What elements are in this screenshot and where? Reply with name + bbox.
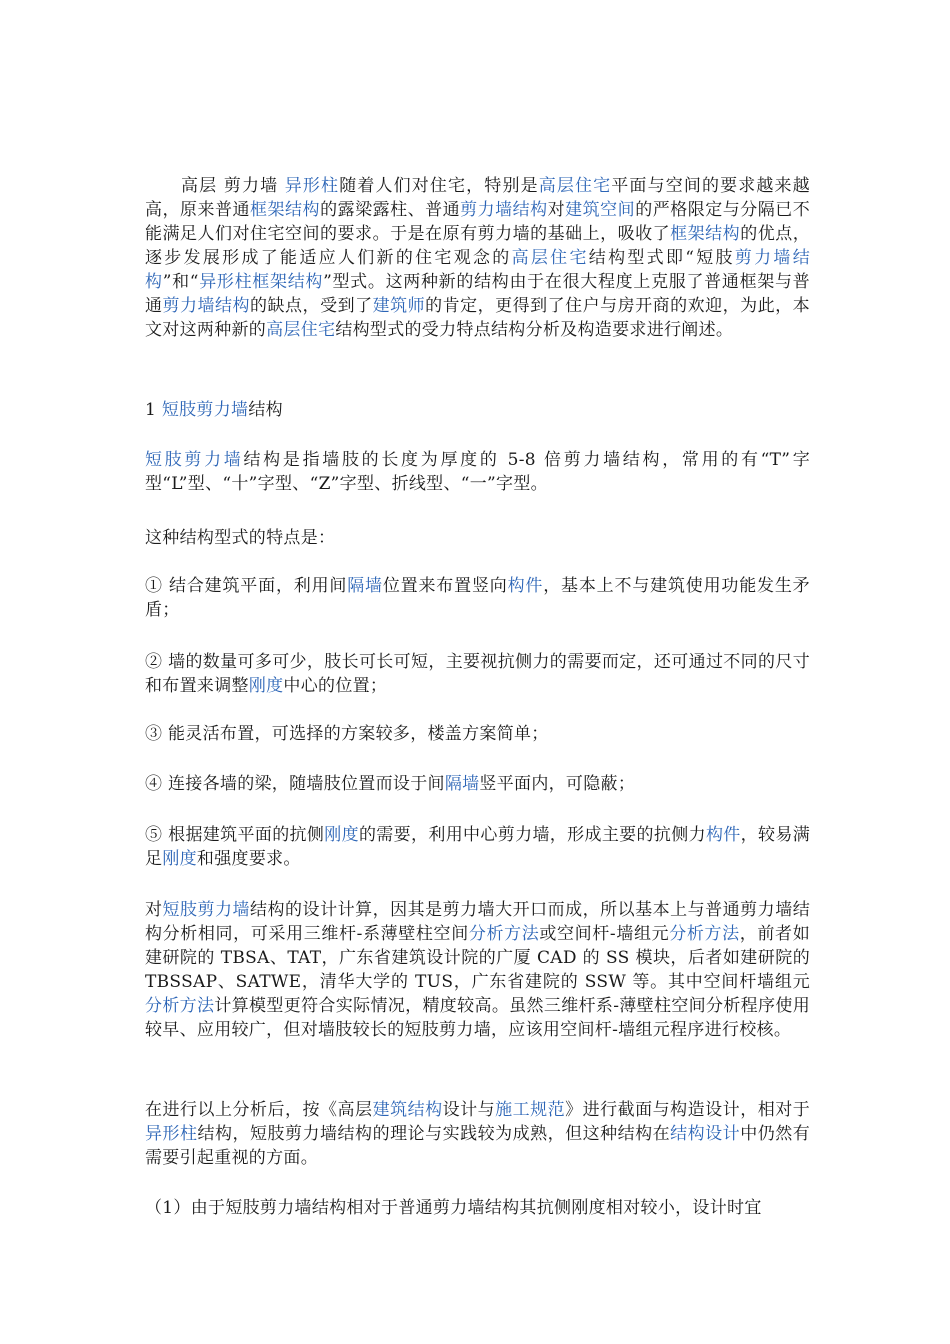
- hyperlink[interactable]: 框架结构: [670, 224, 741, 244]
- text-run: 计算模型更符合实际情况，精度较高。虽然三维杆系-薄壁柱空间分析程序使用较早、应用较广，但对墙肢较长的短肢剪力墙，应该用空间杆-墙组元程序进行校核。: [145, 996, 811, 1040]
- text-run: 结构是指墙肢的长度为厚度的 5-8 倍剪力墙结构，常用的有“T”字型“L”型、“十”字型、“Z”字型、折线型、“一”字型。: [145, 450, 810, 494]
- text-run: ④ 连接各墙的梁，随墙肢位置而设于间: [145, 774, 445, 794]
- text-run: 或空间杆-墙组元: [539, 924, 670, 944]
- hyperlink[interactable]: 构件: [507, 576, 544, 596]
- text-run: 的露梁露柱、普通: [320, 200, 461, 220]
- text-run: ① 结合建筑平面，利用间: [145, 576, 348, 596]
- text-run: 结构的设计计算，因其是剪力墙大开口而成，所以基本上与普通剪力墙结构分析相同，可采用三维杆-系薄壁柱空间: [145, 900, 810, 944]
- feature-item-1: [145, 574, 810, 622]
- design-calculation-paragraph: [145, 898, 810, 1042]
- hyperlink[interactable]: 隔墙: [444, 774, 480, 794]
- hyperlink[interactable]: 施工规范: [495, 1100, 566, 1120]
- hyperlink[interactable]: 剪力墙结构: [460, 200, 548, 220]
- hyperlink[interactable]: 结构设计: [670, 1124, 741, 1144]
- text-run: 结构: [248, 400, 283, 420]
- text-run: 》进行截面与构造设计，相对于: [565, 1100, 811, 1120]
- hyperlink[interactable]: 高层住宅: [266, 320, 336, 340]
- hyperlink[interactable]: 构件: [705, 825, 741, 845]
- hyperlink[interactable]: 短肢剪力墙: [161, 400, 249, 420]
- hyperlink[interactable]: 短肢剪力墙: [145, 450, 244, 470]
- text-run: 结构型式的受力特点结构分析及构造要求进行阐述。: [335, 320, 734, 340]
- text-run: 中仍然有需要引起重视的方面。: [145, 1124, 811, 1168]
- design-code-paragraph: [145, 1098, 810, 1170]
- text-run: 1: [145, 400, 162, 420]
- text-run: 设计与: [442, 1100, 496, 1120]
- text-run: 平面与空间的要求越来越高，原来普通: [145, 176, 810, 220]
- text-run: ，较易满足: [145, 825, 810, 869]
- hyperlink[interactable]: 建筑空间: [565, 200, 636, 220]
- hyperlink[interactable]: 框架结构: [250, 200, 321, 220]
- hyperlink[interactable]: 高层住宅: [538, 176, 612, 196]
- hyperlink[interactable]: 分析方法: [145, 996, 215, 1016]
- hyperlink[interactable]: 隔墙: [347, 576, 383, 596]
- hyperlink[interactable]: 分析方法: [669, 924, 740, 944]
- feature-item-2: [145, 650, 810, 698]
- text-run: 结构，短肢剪力墙结构的理论与实践较为成熟，但这种结构在: [197, 1124, 671, 1144]
- text-run: ”和“: [162, 272, 199, 292]
- hyperlink[interactable]: 刚度: [162, 849, 197, 869]
- text-run: 的肯定，更得到了住户与房开商的欢迎，为此，本文对这两种新的: [145, 296, 810, 340]
- text-run: 的需要，利用中心剪力墙，形成主要的抗侧力: [358, 825, 706, 845]
- text-run: 中心的位置；: [283, 676, 388, 696]
- text-run: ⑤ 根据建筑平面的抗侧: [145, 825, 325, 845]
- section-heading: [145, 398, 810, 422]
- hyperlink[interactable]: 短肢剪力墙: [162, 900, 251, 920]
- hyperlink[interactable]: 剪力墙结构: [162, 296, 251, 316]
- text-run: 的缺点，受到了: [250, 296, 373, 316]
- text-run: 结构型式即“短肢: [588, 248, 735, 268]
- text-run: 竖平面内，可隐蔽；: [479, 774, 636, 794]
- text-run: 随着人们对住宅，特别是: [339, 176, 539, 196]
- text-run: 对: [145, 900, 163, 920]
- text-run: ，前者如建研院的 TBSA、TAT，广东省建筑设计院的广厦 CAD 的 SS 模块，后者如建研院的 TBSSAP、SATWE，清华大学的 TUS，广东省建院的 SSW 等。其中空间杆墙组元: [145, 924, 810, 992]
- hyperlink[interactable]: 刚度: [248, 676, 284, 696]
- hyperlink[interactable]: 异形柱: [145, 1124, 198, 1144]
- definition-paragraph: [145, 448, 810, 496]
- hyperlink[interactable]: 刚度: [324, 825, 359, 845]
- feature-item-4: [145, 772, 810, 796]
- text-run: 和强度要求。: [196, 849, 301, 869]
- text-run: 这种结构型式的特点是：: [145, 528, 336, 548]
- hyperlink[interactable]: 高层住宅: [511, 248, 589, 268]
- text-run: ② 墙的数量可多可少，肢长可长可短，主要视抗侧力的需要而定，还可通过不同的尺寸和布置来调整: [145, 652, 810, 696]
- features-intro: [145, 526, 810, 550]
- note-item-1: [145, 1196, 810, 1220]
- text-run: （1）由于短肢剪力墙结构相对于普通剪力墙结构其抗侧刚度相对较小，设计时宜: [145, 1198, 762, 1218]
- text-run: 位置来布置竖向: [382, 576, 508, 596]
- text-run: 的严格限定与分隔已不能满足人们对住宅空间的要求。于是在原有剪力墙的基础上，吸收了: [145, 200, 811, 244]
- hyperlink[interactable]: 异形柱: [284, 176, 340, 196]
- intro-paragraph: [145, 174, 810, 342]
- hyperlink[interactable]: 建筑结构: [372, 1100, 443, 1120]
- hyperlink[interactable]: 剪力墙结构: [145, 248, 811, 292]
- text-run: ”型式。这两种新的结构由于在很大程度上克服了普通框架与普通: [145, 272, 810, 316]
- text-run: 对: [547, 200, 566, 220]
- hyperlink[interactable]: 建筑师: [372, 296, 426, 316]
- text-run: ③ 能灵活布置，可选择的方案较多，楼盖方案简单；: [145, 724, 549, 744]
- text-run: 的优点，逐步发展形成了能适应人们新的住宅观念的: [145, 224, 811, 268]
- text-run: 高层 剪力墙: [181, 176, 285, 196]
- hyperlink[interactable]: 异形柱框架结构: [198, 272, 324, 292]
- feature-item-3: [145, 722, 810, 746]
- feature-item-5: [145, 823, 810, 871]
- text-run: 在进行以上分析后，按《高层: [145, 1100, 373, 1120]
- hyperlink[interactable]: 分析方法: [468, 924, 540, 944]
- text-run: ，基本上不与建筑使用功能发生矛盾；: [145, 576, 810, 620]
